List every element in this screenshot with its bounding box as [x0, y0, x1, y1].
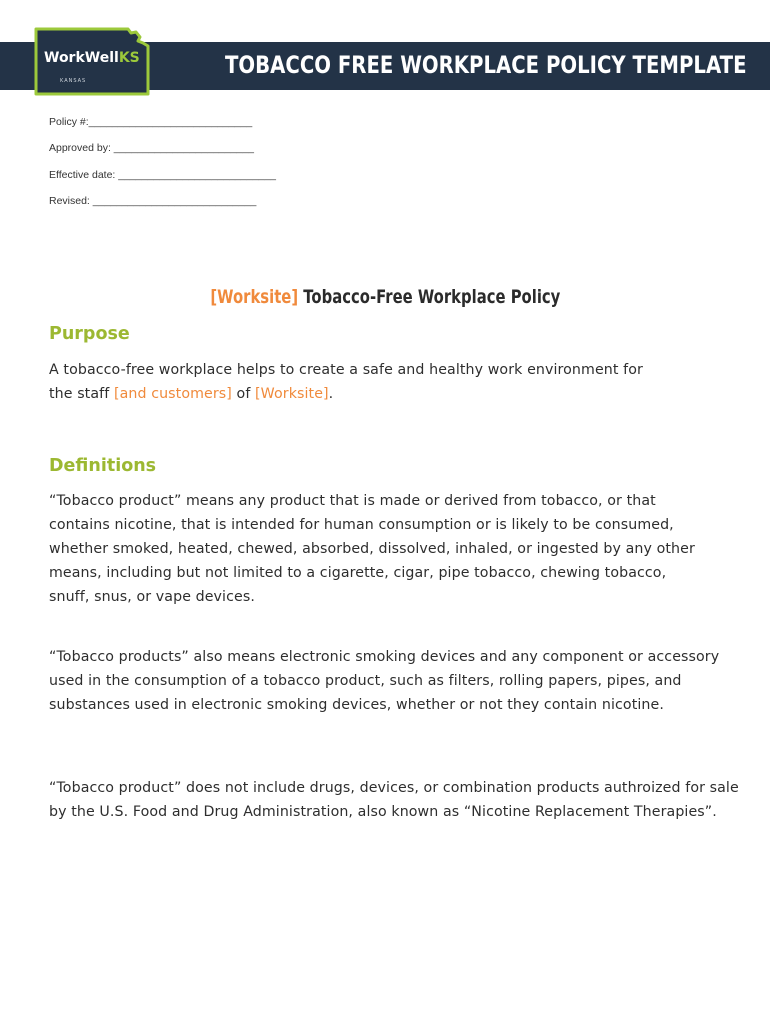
document-title	[0, 286, 770, 308]
customers-placeholder: [and customers]	[113, 386, 232, 402]
purpose-paragraph	[49, 358, 734, 406]
definitions-heading: Definitions	[49, 456, 157, 476]
definition-paragraph-1: “Tobacco product” means any product that is made or derived from tobacco, or that contains nicotine, that is intended for human consumption or is likely to be consumed, whether smoked, heated, chewed, absorbed, dissolved, inhaled, or ingested by any other means, including but not limited to a cigarette, cigar, pipe tobacco, chewing tobacco, snuff, snus, or vape devices.	[49, 493, 695, 605]
worksite-placeholder-inline: [Worksite]	[255, 386, 329, 402]
purpose-heading: Purpose	[49, 324, 130, 344]
worksite-placeholder: [Worksite]	[209, 286, 298, 308]
definition-paragraph-2: “Tobacco products” also means electronic smoking devices and any component or accessory used in the consumption of a tobacco product, such as filters, rolling papers, pipes, and substances used in electronic smoking devices, whether or not they contain nicotine.	[49, 649, 720, 713]
document-title-text: Tobacco-Free Workplace Policy	[297, 286, 560, 308]
purpose-line-2: the staff [and customers] of [Worksite].	[49, 386, 334, 402]
approved-by-field: Approved by: ________________________	[49, 142, 254, 154]
effective-date-field: Effective date: ___________________________	[49, 169, 276, 181]
logo-subtitle: KANSAS	[60, 78, 87, 84]
revised-field: Revised: ____________________________	[49, 195, 257, 207]
definition-paragraph-3: “Tobacco product” does not include drugs, devices, or combination products authroized for sale by the U.S. Food and Drug Administration, also known as “Nicotine Replacement Therapies”.	[49, 780, 739, 820]
purpose-line-1: A tobacco-free workplace helps to create a safe and healthy work environment for	[49, 362, 643, 378]
policy-number-field: Policy #:____________________________	[49, 116, 253, 128]
logo-text: WorkWellKS	[44, 50, 140, 66]
banner-title: TOBACCO FREE WORKPLACE POLICY TEMPLATE	[225, 51, 747, 79]
